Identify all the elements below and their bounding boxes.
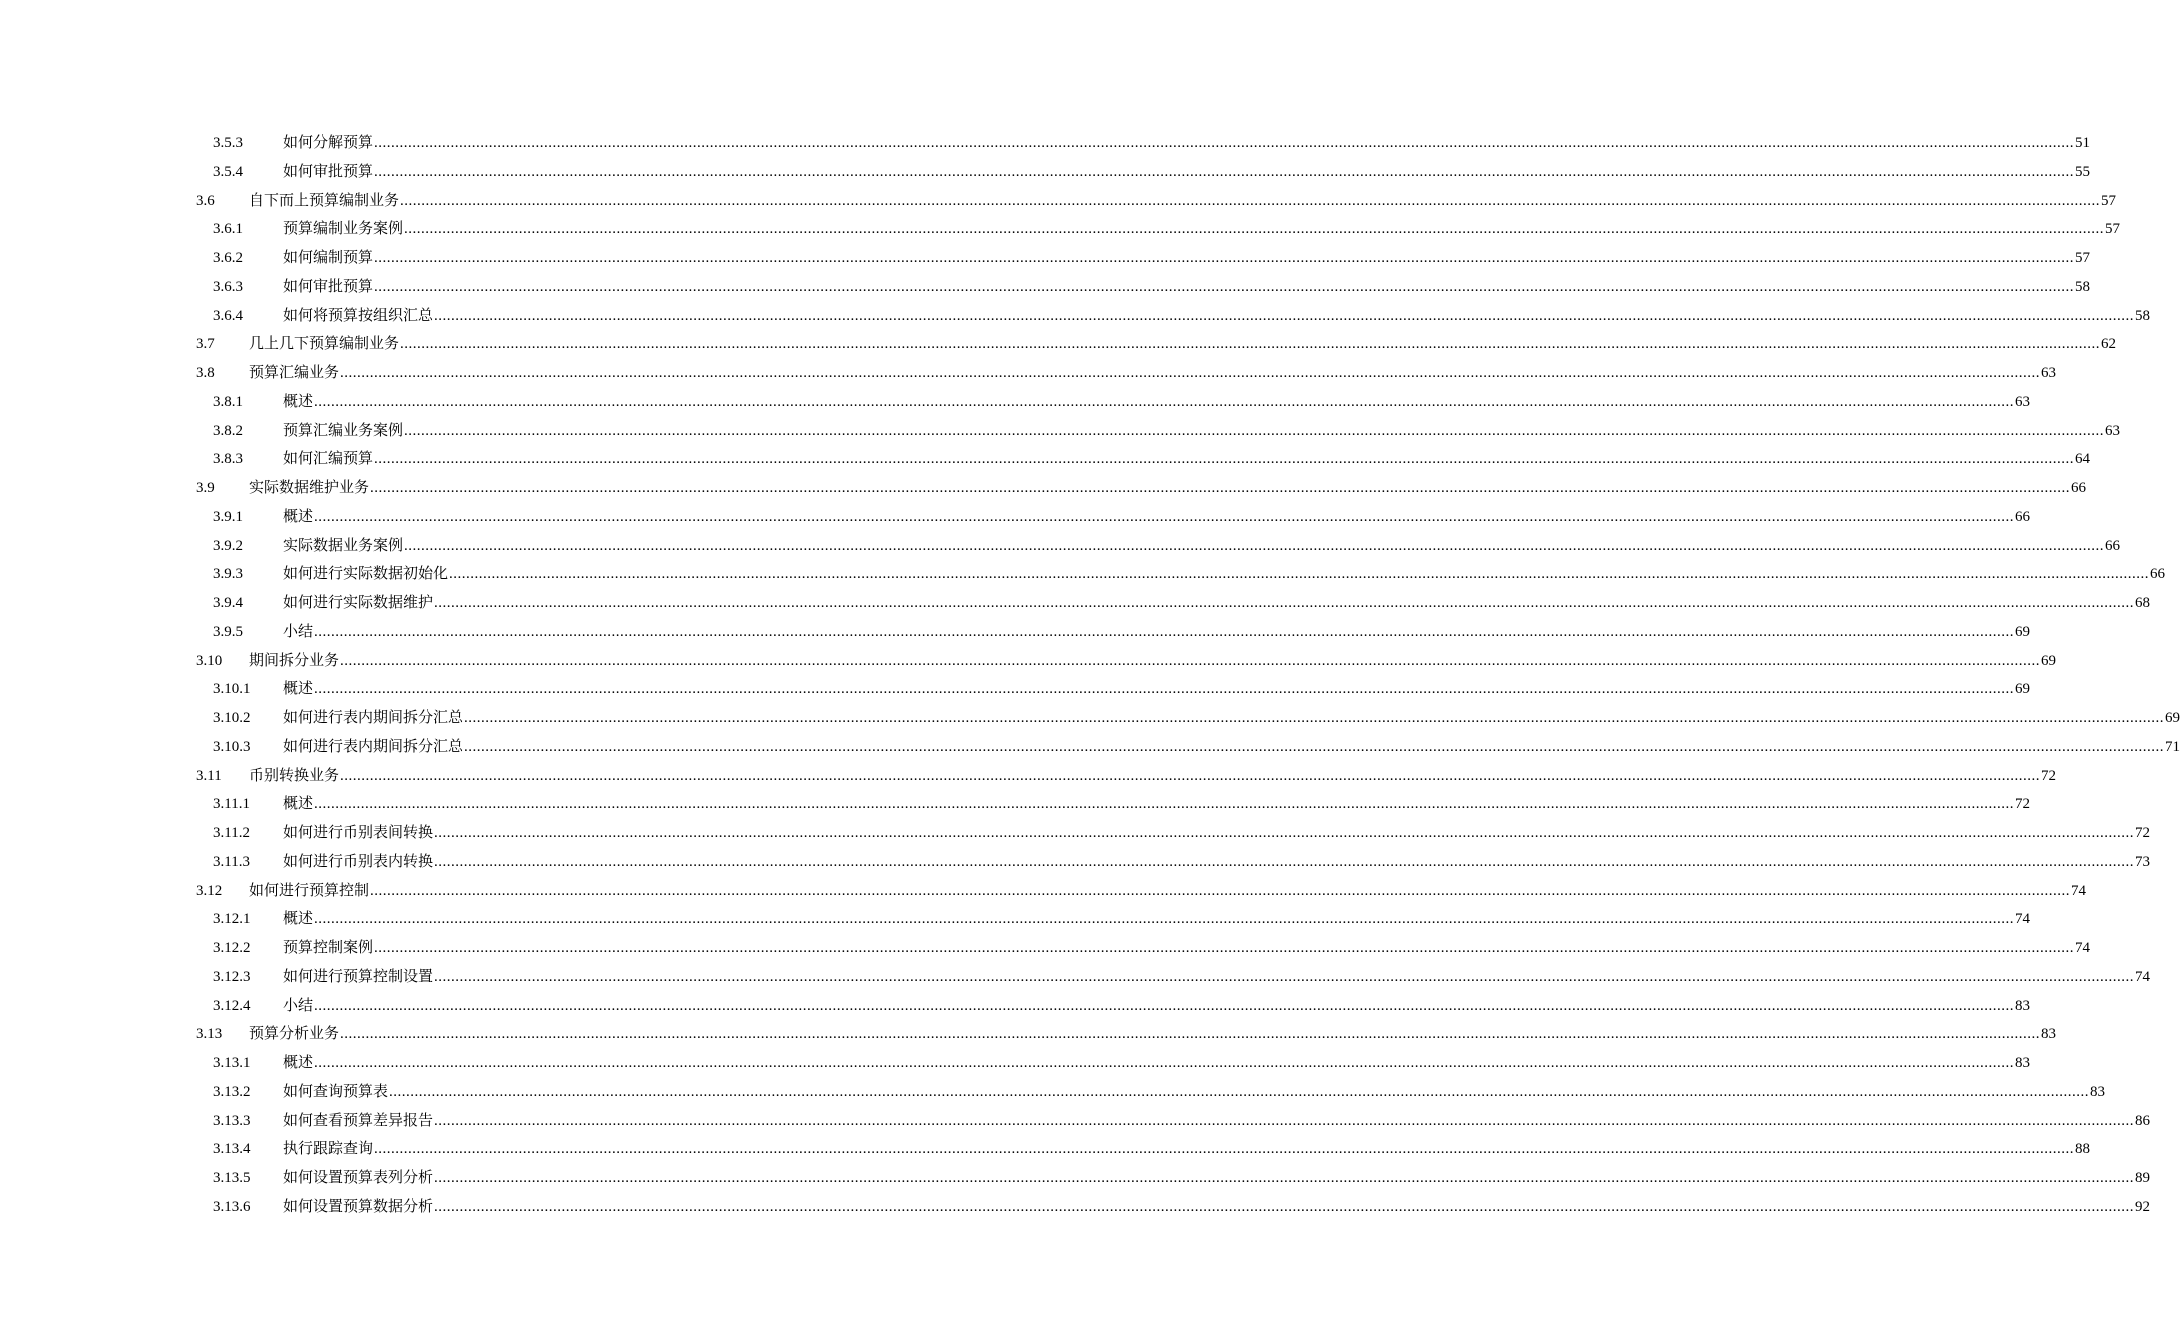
toc-entry-title: 执行跟踪查询: [283, 1141, 374, 1158]
toc-entry[interactable]: [0, 1049, 2031, 1078]
toc-entry-title: 期间拆分业务: [249, 652, 340, 669]
dot-leader: ................................................................................................................................................................................................................................................................................................................................................................................................................: [404, 422, 2105, 439]
dot-leader: ................................................................................................................................................................................................................................................................................................................................................................................................................: [370, 882, 2071, 899]
toc-entry-page-number: 83: [2041, 1026, 2057, 1043]
dot-leader: ................................................................................................................................................................................................................................................................................................................................................................................................................: [434, 1112, 2135, 1129]
toc-entry-title: 概述: [283, 1055, 314, 1071]
toc-entry-number: 3.6.1: [213, 221, 243, 238]
toc-entry-line: [283, 934, 2091, 963]
toc-entry[interactable]: [0, 560, 2166, 589]
toc-entry-title: 自下而上预算编制业务: [249, 192, 400, 209]
toc-entry-line: [249, 330, 2117, 359]
toc-entry[interactable]: [0, 819, 2151, 848]
toc-entry-number: 3.12.1: [213, 911, 251, 928]
toc-entry[interactable]: [0, 675, 2031, 704]
toc-entry-line: [249, 474, 2087, 503]
toc-entry-line: [249, 359, 2057, 388]
toc-entry[interactable]: [0, 762, 2057, 791]
toc-entry[interactable]: [0, 302, 2151, 331]
toc-entry-number: 3.13.5: [213, 1170, 251, 1186]
toc-entry-title: 概述: [283, 911, 314, 928]
dot-leader: ................................................................................................................................................................................................................................................................................................................................................................................................................: [374, 1141, 2075, 1158]
toc-entry[interactable]: [0, 273, 2091, 302]
toc-entry[interactable]: [0, 733, 2180, 762]
toc-entry-line: [283, 733, 2180, 762]
toc-entry-number: 3.9.5: [213, 623, 243, 640]
toc-entry-number: 3.8.3: [213, 451, 243, 468]
toc-entry[interactable]: [0, 790, 2031, 819]
toc-entry-page-number: 66: [2105, 537, 2121, 554]
toc-entry[interactable]: [0, 330, 2117, 359]
toc-entry-number: 3.12.4: [213, 997, 251, 1014]
toc-entry-line: [249, 187, 2117, 216]
toc-entry-line: [283, 503, 2031, 532]
toc-entry-page-number: 58: [2075, 278, 2091, 295]
toc-entry-page-number: 57: [2075, 250, 2091, 266]
toc-entry-page-number: 63: [2015, 393, 2031, 410]
toc-entry-title: 如何进行预算控制设置: [283, 968, 434, 985]
toc-entry-line: [283, 905, 2031, 934]
toc-entry-line: [283, 819, 2151, 848]
toc-entry-line: [283, 1078, 2106, 1107]
toc-entry[interactable]: [0, 532, 2121, 561]
toc-entry-page-number: 89: [2135, 1170, 2151, 1186]
toc-entry-page-number: 63: [2041, 365, 2057, 381]
dot-leader: ................................................................................................................................................................................................................................................................................................................................................................................................................: [370, 480, 2071, 496]
toc-entry-title: 预算编制业务案例: [283, 221, 404, 238]
toc-entry-page-number: 72: [2015, 796, 2031, 813]
toc-entry-title: 概述: [283, 393, 314, 410]
dot-leader: ................................................................................................................................................................................................................................................................................................................................................................................................................: [434, 595, 2135, 611]
toc-entry[interactable]: [0, 963, 2151, 992]
toc-entry-line: [249, 1020, 2057, 1049]
toc-entry[interactable]: [0, 589, 2151, 618]
dot-leader: ................................................................................................................................................................................................................................................................................................................................................................................................................: [434, 825, 2135, 841]
toc-entry-page-number: 74: [2015, 911, 2031, 928]
toc-entry-number: 3.12.3: [213, 968, 251, 985]
toc-entry[interactable]: [0, 244, 2091, 273]
toc-entry-page-number: 66: [2071, 480, 2087, 496]
toc-entry-title: 如何汇编预算: [283, 451, 374, 468]
toc-entry[interactable]: [0, 992, 2031, 1021]
dot-leader: ................................................................................................................................................................................................................................................................................................................................................................................................................: [464, 738, 2165, 755]
toc-entry-line: [283, 244, 2091, 273]
toc-entry-title: 预算汇编业务: [249, 365, 340, 381]
toc-entry[interactable]: [0, 1135, 2091, 1164]
dot-leader: ................................................................................................................................................................................................................................................................................................................................................................................................................: [314, 796, 2015, 813]
dot-leader: ................................................................................................................................................................................................................................................................................................................................................................................................................: [449, 566, 2150, 583]
dot-leader: ................................................................................................................................................................................................................................................................................................................................................................................................................: [400, 192, 2101, 209]
dot-leader: ................................................................................................................................................................................................................................................................................................................................................................................................................: [340, 767, 2041, 784]
toc-entry-title: 概述: [283, 796, 314, 813]
toc-entry-number: 3.8.1: [213, 393, 243, 410]
toc-entry-number: 3.10.1: [213, 681, 251, 698]
toc-entry-line: [283, 1135, 2091, 1164]
dot-leader: ................................................................................................................................................................................................................................................................................................................................................................................................................: [434, 1198, 2135, 1215]
toc-entry-line: [283, 417, 2121, 446]
toc-entry-line: [249, 877, 2087, 906]
toc-entry-number: 3.9: [196, 480, 215, 496]
toc-entry-title: 几上几下预算编制业务: [249, 336, 400, 353]
dot-leader: ................................................................................................................................................................................................................................................................................................................................................................................................................: [434, 968, 2135, 985]
toc-entry-line: [283, 273, 2091, 302]
toc-entry[interactable]: [0, 1107, 2151, 1136]
dot-leader: ................................................................................................................................................................................................................................................................................................................................................................................................................: [314, 623, 2015, 640]
toc-entry-page-number: 69: [2165, 710, 2180, 726]
toc-entry[interactable]: [0, 215, 2121, 244]
toc-entry-title: 实际数据业务案例: [283, 537, 404, 554]
dot-leader: ................................................................................................................................................................................................................................................................................................................................................................................................................: [314, 681, 2015, 698]
toc-entry-number: 3.9.3: [213, 566, 243, 583]
toc-entry-title: 预算控制案例: [283, 940, 374, 956]
dot-leader: ................................................................................................................................................................................................................................................................................................................................................................................................................: [464, 710, 2165, 726]
toc-entry-number: 3.12: [196, 882, 223, 899]
toc-entry-number: 3.12.2: [213, 940, 251, 956]
toc-entry-page-number: 51: [2075, 135, 2091, 151]
toc-entry-page-number: 72: [2041, 767, 2057, 784]
toc-entry-line: [283, 302, 2151, 331]
toc-entry-line: [283, 215, 2121, 244]
dot-leader: ................................................................................................................................................................................................................................................................................................................................................................................................................: [434, 307, 2135, 324]
dot-leader: ................................................................................................................................................................................................................................................................................................................................................................................................................: [374, 940, 2075, 956]
toc-entry-line: [283, 158, 2091, 187]
toc-entry-line: [249, 762, 2057, 791]
toc-entry-line: [283, 445, 2091, 474]
dot-leader: ................................................................................................................................................................................................................................................................................................................................................................................................................: [374, 451, 2075, 468]
dot-leader: ................................................................................................................................................................................................................................................................................................................................................................................................................: [374, 250, 2075, 266]
toc-entry-page-number: 74: [2071, 882, 2087, 899]
toc-entry[interactable]: [0, 848, 2151, 877]
toc-entry[interactable]: [0, 1164, 2151, 1193]
toc-entry-title: 如何进行币别表间转换: [283, 825, 434, 841]
toc-entry[interactable]: [0, 187, 2117, 216]
toc-entry-number: 3.9.1: [213, 508, 243, 525]
toc-entry-title: 如何进行实际数据初始化: [283, 566, 449, 583]
toc-entry-page-number: 73: [2135, 853, 2151, 870]
toc-entry-page-number: 74: [2135, 968, 2151, 985]
toc-entry[interactable]: [0, 503, 2031, 532]
dot-leader: ................................................................................................................................................................................................................................................................................................................................................................................................................: [314, 508, 2015, 525]
toc-entry-page-number: 58: [2135, 307, 2151, 324]
dot-leader: ................................................................................................................................................................................................................................................................................................................................................................................................................: [314, 911, 2015, 928]
toc-entry-title: 如何进行预算控制: [249, 882, 370, 899]
toc-entry-title: 如何进行币别表内转换: [283, 853, 434, 870]
toc-entry-number: 3.10: [196, 652, 223, 669]
toc-entry[interactable]: [0, 359, 2057, 388]
toc-entry-title: 如何编制预算: [283, 250, 374, 266]
toc-entry-line: [283, 589, 2151, 618]
toc-entry-line: [283, 129, 2091, 158]
dot-leader: ................................................................................................................................................................................................................................................................................................................................................................................................................: [374, 163, 2075, 180]
toc-entry-line: [283, 388, 2031, 417]
toc-entry-number: 3.8: [196, 365, 215, 381]
toc-entry[interactable]: [0, 417, 2121, 446]
toc-entry-number: 3.6.4: [213, 307, 243, 324]
toc-entry-line: [283, 1164, 2151, 1193]
dot-leader: ................................................................................................................................................................................................................................................................................................................................................................................................................: [400, 336, 2101, 353]
toc-entry[interactable]: [0, 877, 2087, 906]
toc-entry-number: 3.6.3: [213, 278, 243, 295]
toc-entry-number: 3.10.3: [213, 738, 251, 755]
toc-entry-number: 3.5.4: [213, 163, 243, 180]
toc-entry-page-number: 57: [2101, 192, 2117, 209]
toc-entry-title: 如何查询预算表: [283, 1083, 389, 1100]
toc-entry-number: 3.11: [196, 767, 222, 784]
dot-leader: ................................................................................................................................................................................................................................................................................................................................................................................................................: [404, 221, 2105, 238]
dot-leader: ................................................................................................................................................................................................................................................................................................................................................................................................................: [389, 1083, 2090, 1100]
toc-entry-page-number: 57: [2105, 221, 2121, 238]
toc-entry-line: [283, 532, 2121, 561]
dot-leader: ................................................................................................................................................................................................................................................................................................................................................................................................................: [434, 1170, 2135, 1186]
dot-leader: ................................................................................................................................................................................................................................................................................................................................................................................................................: [374, 135, 2075, 151]
toc-entry-title: 如何进行表内期间拆分汇总: [283, 710, 464, 726]
toc-entry-title: 币别转换业务: [249, 767, 340, 784]
toc-entry[interactable]: [0, 934, 2091, 963]
toc-entry-number: 3.9.4: [213, 595, 243, 611]
toc-entry[interactable]: [0, 158, 2091, 187]
toc-entry-title: 概述: [283, 681, 314, 698]
toc-entry-page-number: 69: [2015, 623, 2031, 640]
toc-entry-page-number: 72: [2135, 825, 2151, 841]
toc-entry-title: 如何设置预算数据分析: [283, 1198, 434, 1215]
toc-entry[interactable]: [0, 618, 2031, 647]
toc-entry-title: 小结: [283, 997, 314, 1014]
toc-entry-page-number: 86: [2135, 1112, 2151, 1129]
toc-entry[interactable]: [0, 388, 2031, 417]
toc-entry-page-number: 71: [2165, 738, 2180, 755]
toc-entry-line: [283, 963, 2151, 992]
toc-entry-number: 3.11.2: [213, 825, 250, 841]
toc-entry-page-number: 83: [2015, 1055, 2031, 1071]
toc-entry-page-number: 83: [2015, 997, 2031, 1014]
toc-entry-line: [283, 790, 2031, 819]
toc-entry-number: 3.5.3: [213, 135, 243, 151]
toc-entry-number: 3.13: [196, 1026, 223, 1043]
toc-entry[interactable]: [0, 1193, 2151, 1222]
toc-entry-title: 如何分解预算: [283, 135, 374, 151]
toc-entry-page-number: 74: [2075, 940, 2091, 956]
toc-entry[interactable]: [0, 704, 2180, 733]
toc-entry-number: 3.6.2: [213, 250, 243, 266]
toc-entry-title: 预算分析业务: [249, 1026, 340, 1043]
toc-entry-title: 如何审批预算: [283, 163, 374, 180]
toc-entry-number: 3.13.6: [213, 1198, 251, 1215]
toc-entry-page-number: 92: [2135, 1198, 2151, 1215]
toc-entry-line: [283, 992, 2031, 1021]
toc-entry-title: 小结: [283, 623, 314, 640]
toc-entry-line: [283, 848, 2151, 877]
toc-entry-number: 3.6: [196, 192, 215, 209]
toc-entry-line: [283, 675, 2031, 704]
dot-leader: ................................................................................................................................................................................................................................................................................................................................................................................................................: [404, 537, 2105, 554]
toc-entry-page-number: 66: [2150, 566, 2166, 583]
toc-entry-page-number: 62: [2101, 336, 2117, 353]
toc-entry-title: 预算汇编业务案例: [283, 422, 404, 439]
toc-entry-number: 3.13.1: [213, 1055, 251, 1071]
toc-entry-page-number: 64: [2075, 451, 2091, 468]
toc-entry-title: 如何进行表内期间拆分汇总: [283, 738, 464, 755]
toc-entry-number: 3.13.2: [213, 1083, 251, 1100]
toc-entry-line: [283, 1049, 2031, 1078]
toc-entry-title: 如何设置预算表列分析: [283, 1170, 434, 1186]
dot-leader: ................................................................................................................................................................................................................................................................................................................................................................................................................: [340, 652, 2041, 669]
toc-entry-line: [283, 704, 2180, 733]
dot-leader: ................................................................................................................................................................................................................................................................................................................................................................................................................: [314, 1055, 2015, 1071]
toc-entry[interactable]: [0, 129, 2091, 158]
toc-entry-number: 3.11.3: [213, 853, 250, 870]
toc-entry-page-number: 63: [2105, 422, 2121, 439]
toc-entry-page-number: 66: [2015, 508, 2031, 525]
toc-entry-number: 3.11.1: [213, 796, 250, 813]
toc-entry-page-number: 69: [2041, 652, 2057, 669]
toc-entry-title: 如何进行实际数据维护: [283, 595, 434, 611]
toc-entry-line: [283, 618, 2031, 647]
toc-entry-line: [283, 1193, 2151, 1222]
toc-entry-number: 3.13.4: [213, 1141, 251, 1158]
toc-entry-page-number: 69: [2015, 681, 2031, 698]
dot-leader: ................................................................................................................................................................................................................................................................................................................................................................................................................: [314, 393, 2015, 410]
toc-entry[interactable]: [0, 474, 2087, 503]
toc-entry[interactable]: [0, 1020, 2057, 1049]
toc-entry-page-number: 83: [2090, 1083, 2106, 1100]
dot-leader: ................................................................................................................................................................................................................................................................................................................................................................................................................: [374, 278, 2075, 295]
toc-entry-page-number: 55: [2075, 163, 2091, 180]
toc-entry-title: 概述: [283, 508, 314, 525]
toc-entry-line: [283, 1107, 2151, 1136]
toc-entry-title: 如何查看预算差异报告: [283, 1112, 434, 1129]
toc-entry-title: 如何审批预算: [283, 278, 374, 295]
toc-entry-page-number: 88: [2075, 1141, 2091, 1158]
dot-leader: ................................................................................................................................................................................................................................................................................................................................................................................................................: [340, 1026, 2041, 1043]
toc-entry[interactable]: [0, 647, 2057, 676]
toc-entry-number: 3.9.2: [213, 537, 243, 554]
dot-leader: ................................................................................................................................................................................................................................................................................................................................................................................................................: [314, 997, 2015, 1014]
table-of-contents: [0, 129, 2180, 1222]
toc-entry-line: [283, 560, 2166, 589]
toc-entry-number: 3.13.3: [213, 1112, 251, 1129]
toc-entry[interactable]: [0, 1078, 2106, 1107]
toc-entry-line: [249, 647, 2057, 676]
dot-leader: ................................................................................................................................................................................................................................................................................................................................................................................................................: [340, 365, 2041, 381]
toc-entry[interactable]: [0, 445, 2091, 474]
toc-entry-title: 如何将预算按组织汇总: [283, 307, 434, 324]
dot-leader: ................................................................................................................................................................................................................................................................................................................................................................................................................: [434, 853, 2135, 870]
toc-entry-number: 3.7: [196, 336, 215, 353]
toc-entry-number: 3.8.2: [213, 422, 243, 439]
toc-entry-page-number: 68: [2135, 595, 2151, 611]
toc-entry-number: 3.10.2: [213, 710, 251, 726]
toc-entry[interactable]: [0, 905, 2031, 934]
toc-entry-title: 实际数据维护业务: [249, 480, 370, 496]
